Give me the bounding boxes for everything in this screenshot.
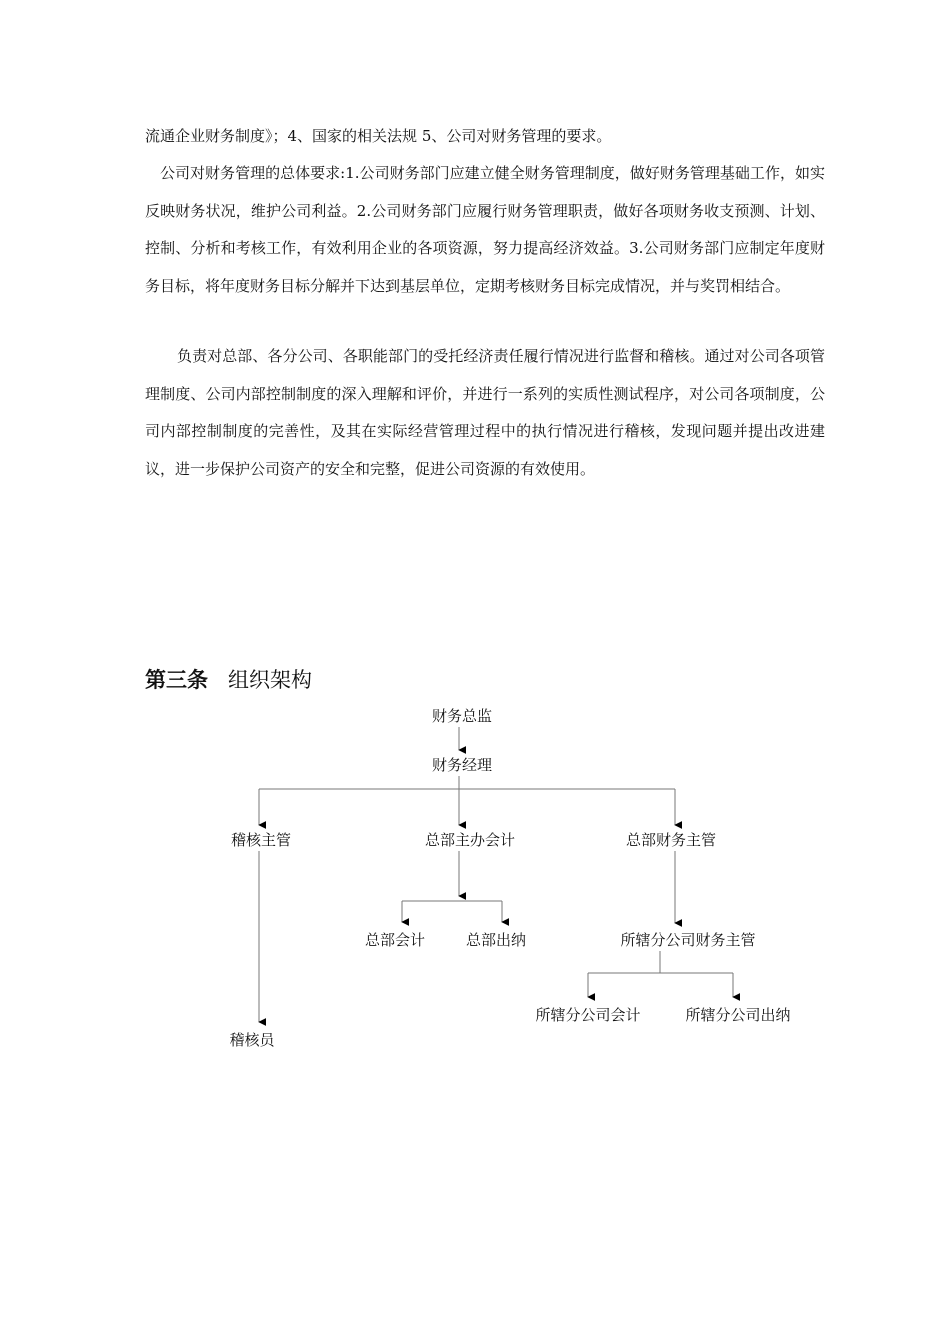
node-branch-finance-supervisor: 所辖分公司财务主管 (620, 931, 756, 949)
node-manager: 财务经理 (431, 756, 493, 774)
node-audit-supervisor: 稽核主管 (230, 831, 292, 849)
org-connectors (259, 727, 733, 1022)
node-hq-chief-accountant: 总部主办会计 (424, 831, 516, 849)
node-hq-finance-supervisor: 总部财务主管 (625, 831, 717, 849)
node-branch-accountant: 所辖分公司会计 (535, 1006, 641, 1024)
section-number: 第三条 (145, 668, 208, 692)
body-paragraph-3: 负责对总部、各分公司、各职能部门的受托经济责任履行情况进行监督和稽核。通过对公司各项管理制度、公司内部控制制度的深入理解和评价，并进行一系列的实质性测试程序，对公司各项制度，公司内部控制制度的完善性，及其在实际经营管理过程中的执行情况进行稽核，发现问题并提出改进建议，进一步保护公司资产的安全和完整，促进公司资源的有效使用。 (145, 347, 825, 478)
node-hq-cashier: 总部出纳 (465, 931, 527, 949)
body-paragraph-2: 公司对财务管理的总体要求:1.公司财务部门应建立健全财务管理制度，做好财务管理基础工作，如实反映财务状况，维护公司利益。2.公司财务部门应履行财务管理职责，做好各项财务收支预测、计划、控制、分析和考核工作，有效利用企业的各项资源，努力提高经济效益。3.公司财务部门应制定年度财务目标，将年度财务目标分解并下达到基层单位，定期考核财务目标完成情况，并与奖罚相结合。 (145, 164, 825, 295)
node-auditor: 稽核员 (229, 1031, 275, 1049)
node-cfo: 财务总监 (431, 707, 493, 725)
node-branch-cashier: 所辖分公司出纳 (685, 1006, 791, 1024)
section-title: 组织架构 (228, 668, 312, 692)
body-paragraph-1: 流通企业财务制度》；4、国家的相关法规 5、公司对财务管理的要求。 (145, 127, 612, 145)
node-hq-accountant: 总部会计 (364, 931, 426, 949)
